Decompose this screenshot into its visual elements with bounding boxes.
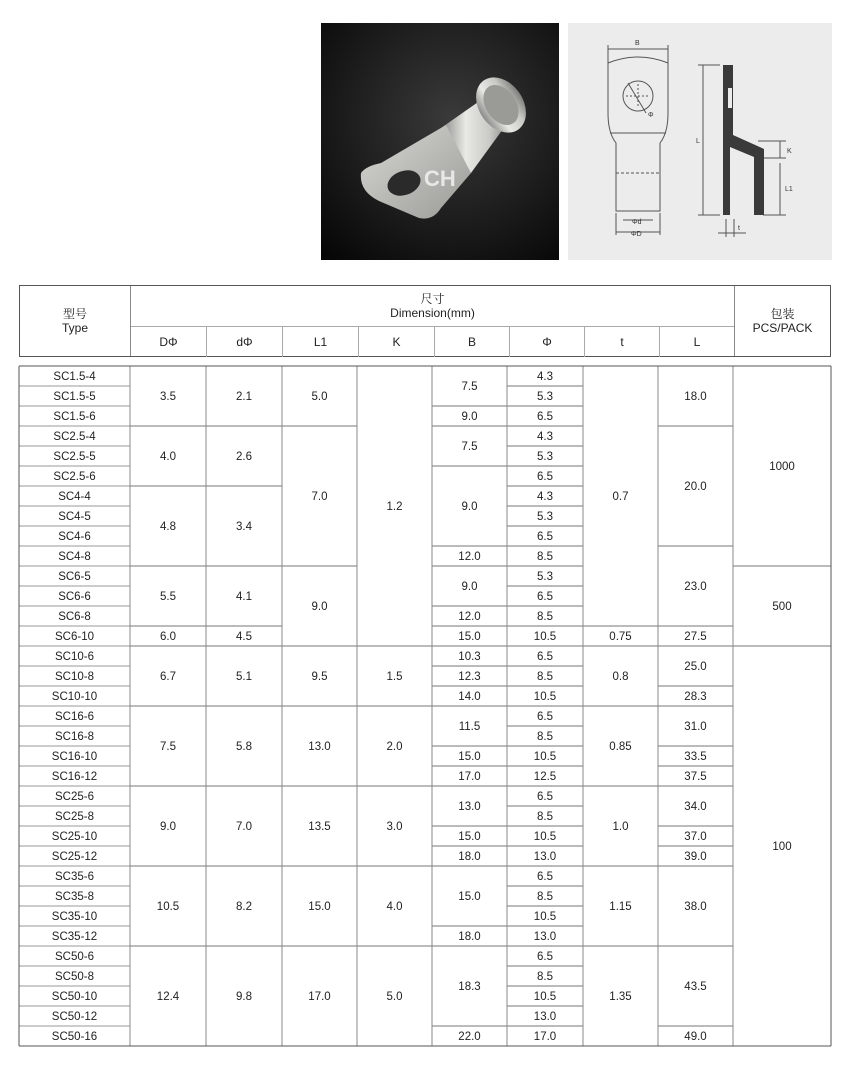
header-pack-zh: 包装 (770, 307, 795, 321)
cell-t: 0.8 (612, 671, 629, 683)
cell-type: SC4-8 (58, 551, 91, 563)
cell-t: 1.0 (612, 821, 629, 833)
label-l: L (696, 138, 700, 145)
cell-b: 17.0 (458, 771, 481, 783)
cell-phi: 6.5 (537, 591, 553, 603)
cell-phi: 13.0 (533, 851, 557, 863)
cell-l: 28.3 (684, 691, 707, 703)
cell-phi: 13.0 (533, 1011, 557, 1023)
cell-type: SC1.5-6 (53, 411, 96, 423)
cell-b: 18.3 (458, 981, 481, 993)
cell-type: SC4-6 (58, 531, 91, 543)
cell-phi: 8.5 (537, 671, 553, 683)
cell-k: 2.0 (386, 741, 403, 753)
cell-b: 12.3 (458, 671, 481, 683)
label-phi-d: Φd (632, 219, 642, 226)
header-type-zh: 型号 (62, 307, 87, 321)
label-phi-big-d: ΦD (631, 231, 642, 238)
cell-type: SC25-12 (51, 851, 98, 863)
cell-phi: 6.5 (537, 711, 553, 723)
cell-type: SC2.5-6 (53, 471, 96, 483)
cell-b: 7.5 (461, 381, 478, 393)
cell-type: SC6-10 (55, 631, 94, 643)
cell-d-outer: 6.0 (160, 631, 176, 643)
cell-type: SC50-16 (51, 1031, 98, 1043)
cell-phi: 8.5 (537, 891, 553, 903)
cell-d-outer: 10.5 (156, 901, 180, 913)
cell-d-outer: 9.0 (160, 821, 176, 833)
photo-watermark: CH (424, 166, 456, 191)
cell-l: 39.0 (684, 851, 707, 863)
cell-l: 25.0 (684, 661, 707, 673)
cell-t: 1.15 (609, 901, 632, 913)
cell-d-inner: 5.1 (236, 671, 252, 683)
cell-phi: 6.5 (537, 791, 553, 803)
cell-l: 18.0 (684, 391, 707, 403)
cell-phi: 5.3 (537, 571, 553, 583)
cell-type: SC50-6 (55, 951, 94, 963)
cell-type: SC2.5-4 (53, 431, 96, 443)
cell-type: SC25-6 (55, 791, 94, 803)
cell-phi: 10.5 (533, 691, 557, 703)
cell-d-inner: 2.1 (236, 391, 252, 403)
col-header-l: L (693, 335, 701, 349)
col-header-d-inner: dΦ (236, 335, 253, 349)
cell-l: 33.5 (684, 751, 707, 763)
cell-k: 1.2 (386, 501, 403, 513)
cell-b: 12.0 (458, 551, 481, 563)
cell-l: 23.0 (684, 581, 707, 593)
cell-l1: 13.0 (308, 741, 331, 753)
cell-t: 0.75 (609, 631, 632, 643)
cell-type: SC25-8 (55, 811, 94, 823)
cell-l: 38.0 (684, 901, 707, 913)
cell-l1: 15.0 (308, 901, 331, 913)
cell-l1: 9.5 (311, 671, 328, 683)
cell-d-outer: 12.4 (156, 991, 180, 1003)
col-header-l1: L1 (313, 335, 328, 349)
cell-type: SC16-10 (51, 751, 98, 763)
cell-l1: 13.5 (308, 821, 331, 833)
cell-type: SC35-10 (51, 911, 98, 923)
cell-b: 18.0 (458, 931, 481, 943)
cell-d-inner: 8.2 (236, 901, 252, 913)
cell-pack: 100 (772, 841, 792, 853)
cell-b: 12.0 (458, 611, 481, 623)
cell-type: SC16-8 (55, 731, 94, 743)
cell-type: SC4-5 (58, 511, 91, 523)
cell-d-inner: 5.8 (236, 741, 252, 753)
cell-b: 10.3 (458, 651, 481, 663)
cell-k: 1.5 (386, 671, 403, 683)
cell-b: 9.0 (461, 501, 478, 513)
cell-b: 11.5 (458, 721, 481, 733)
cell-type: SC4-4 (58, 491, 91, 503)
col-header-k: K (392, 335, 401, 349)
cell-phi: 8.5 (537, 731, 553, 743)
cell-l1: 9.0 (311, 601, 328, 613)
cell-l: 37.0 (684, 831, 707, 843)
cell-type: SC10-8 (55, 671, 94, 683)
cell-type: SC25-10 (51, 831, 98, 843)
cell-d-inner: 3.4 (236, 521, 252, 533)
cell-d-outer: 6.7 (160, 671, 176, 683)
col-header-b: B (467, 335, 476, 349)
cell-type: SC1.5-4 (53, 371, 96, 383)
cell-type: SC50-8 (55, 971, 94, 983)
cell-phi: 5.3 (537, 451, 553, 463)
cell-b: 14.0 (458, 691, 481, 703)
cell-phi: 8.5 (537, 811, 553, 823)
cell-phi: 6.5 (537, 871, 553, 883)
cell-phi: 13.0 (533, 931, 557, 943)
cell-pack: 1000 (769, 461, 795, 473)
cell-type: SC16-12 (51, 771, 98, 783)
label-l1: L1 (785, 186, 793, 193)
header-dimension-en: Dimension(mm) (390, 306, 475, 320)
cell-b: 13.0 (458, 801, 481, 813)
cell-type: SC2.5-5 (53, 451, 96, 463)
cell-b: 15.0 (458, 831, 481, 843)
cell-l: 31.0 (684, 721, 707, 733)
cell-l: 20.0 (684, 481, 707, 493)
cell-type: SC16-6 (55, 711, 94, 723)
cell-phi: 10.5 (533, 751, 557, 763)
cell-phi: 4.3 (537, 431, 553, 443)
cell-l: 49.0 (684, 1031, 707, 1043)
cell-phi: 8.5 (537, 971, 553, 983)
cell-d-outer: 4.8 (160, 521, 176, 533)
cell-l: 27.5 (684, 631, 707, 643)
cell-type: SC35-8 (55, 891, 94, 903)
cell-t: 1.35 (609, 991, 632, 1003)
cell-type: SC35-12 (51, 931, 98, 943)
label-t: t (738, 225, 740, 232)
cell-l: 37.5 (684, 771, 707, 783)
cell-d-inner: 4.5 (236, 631, 252, 643)
cell-b: 18.0 (458, 851, 481, 863)
col-header-d-outer: DΦ (159, 335, 178, 349)
cell-d-outer: 3.5 (160, 391, 176, 403)
cell-t: 0.85 (609, 741, 632, 753)
cell-k: 4.0 (386, 901, 403, 913)
cell-phi: 10.5 (533, 831, 557, 843)
cell-phi: 10.5 (533, 911, 557, 923)
cell-phi: 10.5 (533, 991, 557, 1003)
cell-k: 3.0 (386, 821, 403, 833)
col-header-phi: Φ (542, 335, 552, 349)
cell-phi: 4.3 (537, 371, 553, 383)
cell-d-inner: 4.1 (236, 591, 252, 603)
cell-d-inner: 7.0 (236, 821, 252, 833)
cell-l: 34.0 (684, 801, 707, 813)
cell-d-inner: 9.8 (236, 991, 252, 1003)
cell-l1: 17.0 (308, 991, 331, 1003)
cell-b: 15.0 (458, 751, 481, 763)
cell-l1: 5.0 (311, 391, 328, 403)
cell-b: 7.5 (461, 441, 478, 453)
cell-phi: 17.0 (533, 1031, 557, 1043)
cell-d-outer: 5.5 (160, 591, 176, 603)
cell-b: 15.0 (458, 631, 481, 643)
cell-phi: 6.5 (537, 411, 553, 423)
cell-l: 43.5 (684, 981, 707, 993)
cell-type: SC1.5-5 (53, 391, 96, 403)
header-dimension-zh: 尺寸 (420, 292, 445, 306)
cell-phi: 8.5 (537, 611, 553, 623)
cell-phi: 6.5 (537, 531, 553, 543)
cell-b: 9.0 (461, 581, 478, 593)
header-pack-en: PCS/PACK (752, 321, 813, 335)
col-header-t: t (620, 335, 624, 349)
cell-b: 22.0 (458, 1031, 481, 1043)
cell-pack: 500 (772, 601, 792, 613)
cell-d-inner: 2.6 (236, 451, 252, 463)
cell-phi: 10.5 (533, 631, 557, 643)
cell-type: SC10-6 (55, 651, 94, 663)
label-phi: Φ (648, 112, 654, 119)
cell-type: SC6-5 (58, 571, 91, 583)
cell-type: SC10-10 (51, 691, 98, 703)
cell-d-outer: 7.5 (160, 741, 176, 753)
cell-l1: 7.0 (311, 491, 328, 503)
cell-phi: 8.5 (537, 551, 553, 563)
cell-d-outer: 4.0 (160, 451, 176, 463)
header-type-en: Type (61, 321, 88, 335)
cell-type: SC35-6 (55, 871, 94, 883)
cell-phi: 6.5 (537, 471, 553, 483)
cell-type: SC50-12 (51, 1011, 98, 1023)
cell-b: 15.0 (458, 891, 481, 903)
cell-type: SC50-10 (51, 991, 98, 1003)
cell-phi: 12.5 (533, 771, 557, 783)
cell-type: SC6-6 (58, 591, 91, 603)
cell-phi: 6.5 (537, 951, 553, 963)
cell-type: SC6-8 (58, 611, 91, 623)
label-b: B (635, 40, 640, 47)
cell-t: 0.7 (612, 491, 629, 503)
cell-phi: 4.3 (537, 491, 553, 503)
label-k: K (787, 148, 792, 155)
cell-phi: 6.5 (537, 651, 553, 663)
cell-b: 9.0 (461, 411, 478, 423)
cell-k: 5.0 (386, 991, 403, 1003)
cell-phi: 5.3 (537, 391, 553, 403)
cell-phi: 5.3 (537, 511, 553, 523)
